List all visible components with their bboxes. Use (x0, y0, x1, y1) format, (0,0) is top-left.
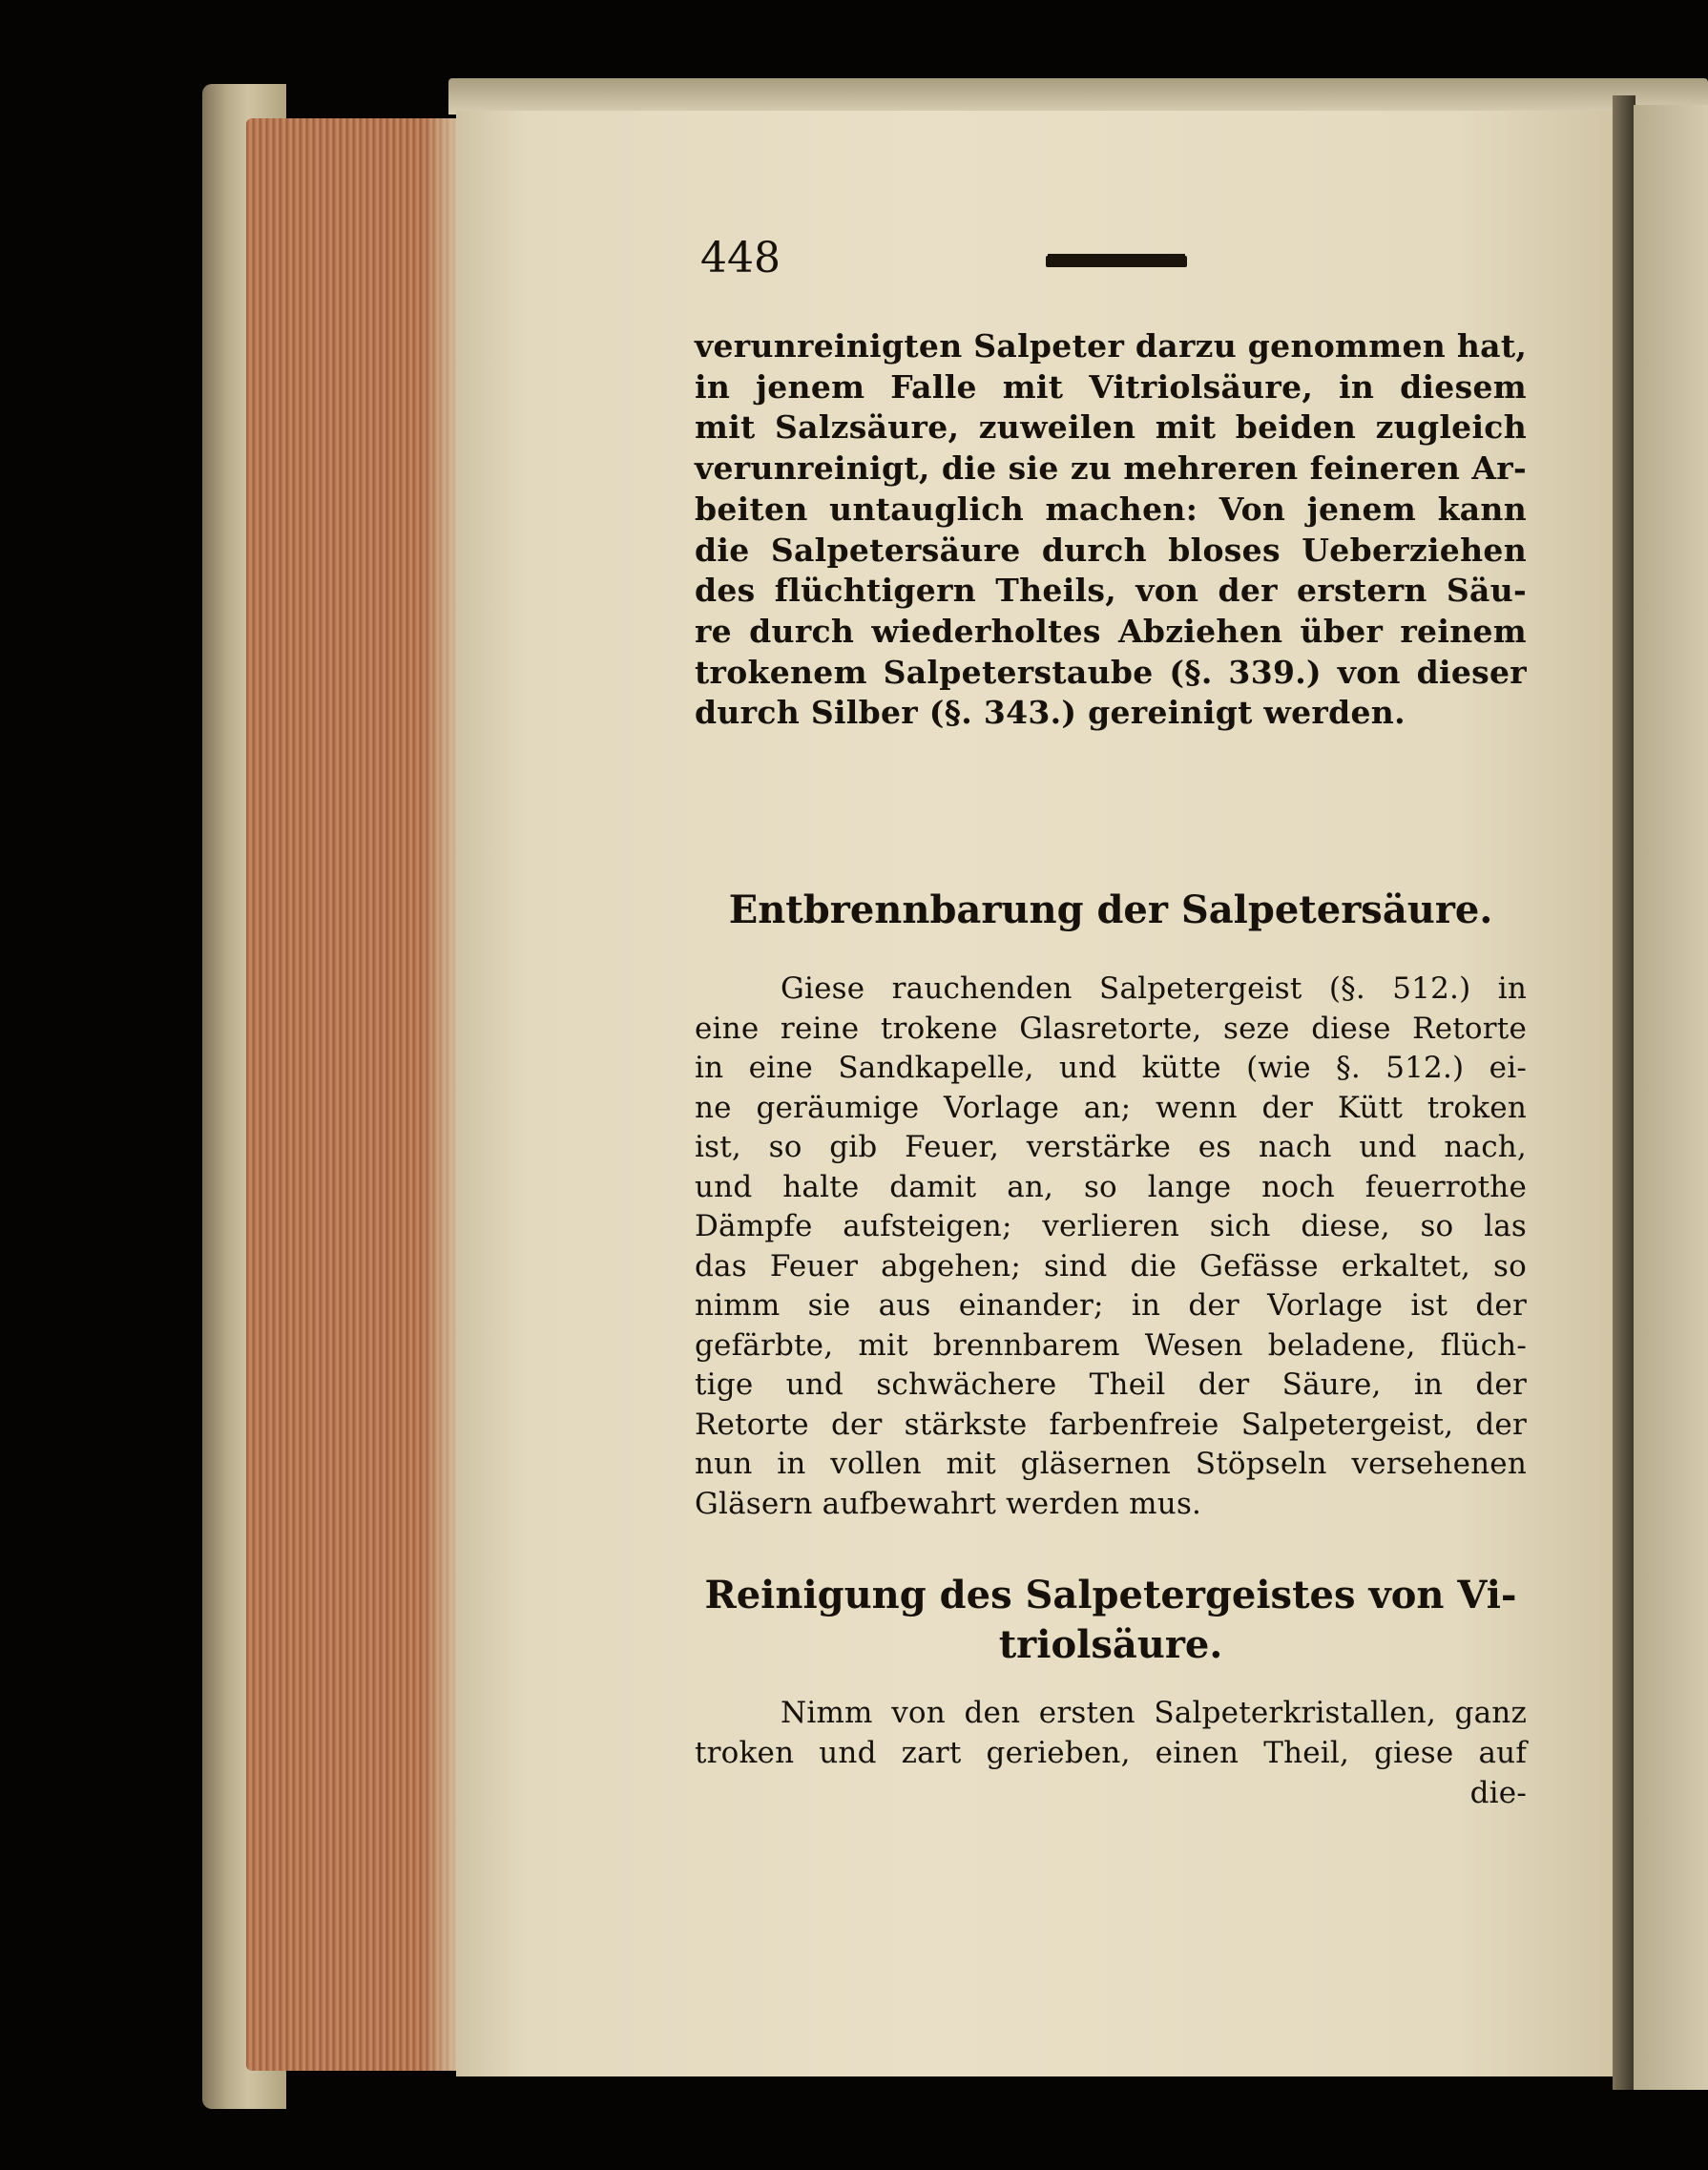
text-line: mit Salzsäure, zuweilen mit beiden zugleich (695, 408, 1527, 447)
facing-page-edge (1634, 105, 1708, 2090)
text-line: Dämpfe aufsteigen; verlieren sich diese, so las (695, 1209, 1527, 1243)
text-line: trokenem Salpeterstaube (§. 339.) von dieser (695, 653, 1527, 691)
page-header (700, 233, 1177, 290)
paragraph-3 (695, 1693, 1527, 1813)
text-line: nimm sie aus einander; in der Vorlage ist der (695, 1288, 1527, 1323)
paragraph-1 (695, 326, 1527, 734)
text-line: in jenem Falle mit Vitriolsäure, in diesem (695, 367, 1527, 406)
text-line: das Feuer abgehen; sind die Gefässe erkaltet, so (695, 1248, 1527, 1283)
catchword: die- (1469, 1776, 1527, 1810)
text-line: tige und schwächere Theil der Säure, in der (695, 1367, 1527, 1402)
text-line: und halte damit an, so lange noch feuerrothe (695, 1169, 1527, 1204)
text-line: Giese rauchenden Salpetergeist (§. 512.) in (781, 971, 1527, 1006)
text-line: troken und zart gerieben, einen Theil, giese auf (695, 1736, 1527, 1770)
text-line: re durch wiederholtes Abziehen über reinem (695, 612, 1527, 650)
text-line: verunreinigt, die sie zu mehreren feineren Ar- (695, 449, 1527, 488)
text-line: gefärbte, mit brennbarem Wesen beladene, flüch- (695, 1327, 1527, 1363)
text-line: Nimm von den ersten Salpeterkristallen, ganz (781, 1696, 1527, 1730)
text-line: ne geräumige Vorlage an; wenn der Kütt troken (695, 1090, 1527, 1125)
page-number: 448 (700, 234, 781, 282)
text-line: die Salpetersäure durch bloses Ueberziehen (695, 531, 1527, 569)
text-line: eine reine trokene Glasretorte, seze diese Retorte (695, 1011, 1527, 1046)
page-edges (246, 118, 462, 2071)
text-line: in eine Sandkapelle, und kütte (wie §. 512.) ei- (695, 1051, 1527, 1085)
text-line: des flüchtigern Theils, von der erstern Säu- (695, 572, 1527, 610)
text-line: nun in vollen mit gläsernen Stöpseln versehenen (695, 1447, 1527, 1481)
section-heading (695, 1571, 1527, 1670)
text-line: beiten untauglich machen: Von jenem kann (695, 490, 1527, 528)
text-line: Retorte der stärkste farbenfreie Salpetergeist, der (695, 1407, 1527, 1442)
heading-line: Reinigung des Salpetergeistes von Vi- (704, 1573, 1517, 1617)
text-line: Gläsern aufbewahrt werden mus. (695, 1486, 1202, 1521)
gutter-shadow (1613, 95, 1635, 2090)
text-line: verunreinigten Salpeter darzu genommen hat, (695, 327, 1528, 365)
paragraph-2 (695, 970, 1527, 1524)
top-page-edge (448, 78, 1708, 115)
heading-line: triolsäure. (998, 1622, 1223, 1667)
text-line: durch Silber (§. 343.) gereinigt werden. (695, 694, 1406, 732)
header-rule (1046, 256, 1187, 267)
section-heading: Entbrennbarung der Salpetersäure. (728, 887, 1493, 932)
text-line: ist, so gib Feuer, verstärke es nach und nach, (695, 1130, 1527, 1164)
